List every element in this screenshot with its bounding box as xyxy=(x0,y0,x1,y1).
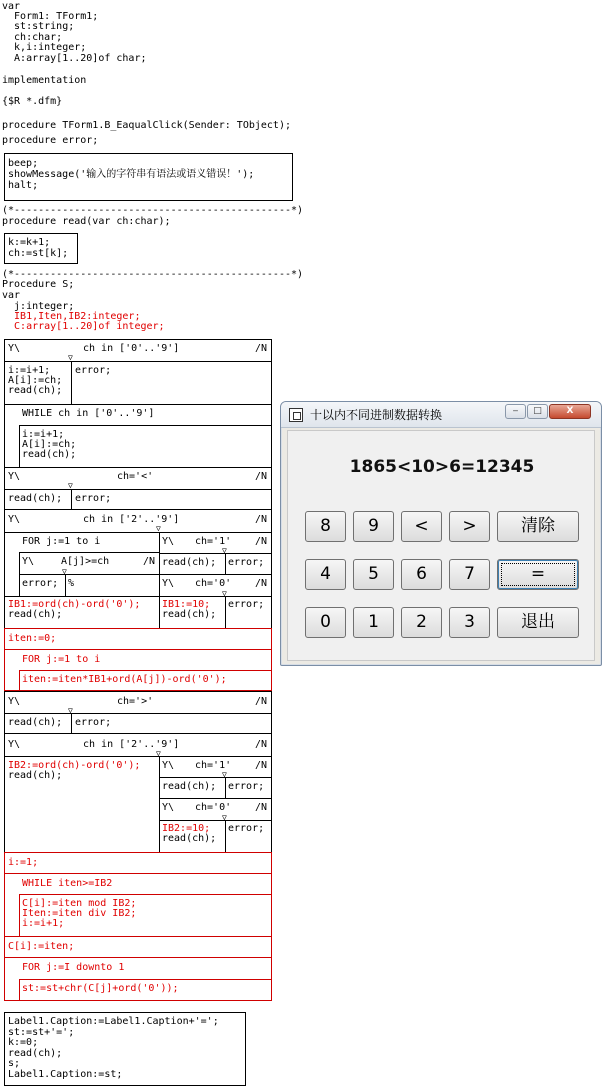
error-proc-box xyxy=(4,153,293,201)
ns-stmt: error; xyxy=(228,599,265,610)
code-proc-click: procedure TForm1.B_EaqualClick(Sender: TObject); xyxy=(2,120,291,131)
ns-divider xyxy=(71,713,72,733)
ns-if-base1 xyxy=(4,509,272,629)
ns-loop-head: FOR j:=I downto 1 xyxy=(22,962,125,973)
code-line: var xyxy=(2,1,21,12)
digit-6-button[interactable]: 6 xyxy=(401,559,442,590)
ns-divider xyxy=(19,894,20,936)
click-proc-box xyxy=(4,1012,246,1086)
ns-cond: ch='1' xyxy=(195,760,232,771)
ns-no: /N xyxy=(255,760,268,771)
ns-divider xyxy=(159,553,271,554)
ns-split-marker: ▽ xyxy=(62,567,67,576)
clear-button[interactable]: 清除 xyxy=(497,511,579,542)
ns-split-marker: ▽ xyxy=(222,546,227,555)
ns-yes: Y\ xyxy=(8,696,21,707)
code-proc-error: procedure error; xyxy=(2,135,99,146)
digit-8-button[interactable]: 8 xyxy=(305,511,346,542)
ns-stmt: read(ch); xyxy=(8,385,63,396)
ns-split-marker: ▽ xyxy=(222,770,227,779)
ns-stmt: error; xyxy=(75,493,112,504)
ns-cond: A[j]>=ch xyxy=(61,556,110,567)
code-resource: {$R *.dfm} xyxy=(2,96,63,107)
ns-divider xyxy=(159,532,160,628)
ns-stmt: error; xyxy=(75,717,112,728)
less-than-button[interactable]: < xyxy=(401,511,442,542)
ns-divider xyxy=(5,361,271,362)
digit-1-button[interactable]: 1 xyxy=(353,607,394,638)
ns-stmt: IB2:=ord(ch)-ord('0'); xyxy=(8,760,141,771)
ns-stmt: IB1:=ord(ch)-ord('0'); xyxy=(8,599,141,610)
code-implementation: implementation xyxy=(2,75,87,86)
ns-stmt: error; xyxy=(228,557,265,568)
ns-cond: ch='1' xyxy=(195,536,232,547)
ns-loop-head: FOR j:=1 to i xyxy=(22,654,101,665)
ns-stmt: C[i]:=iten mod IB2; xyxy=(22,898,137,909)
ns-divider xyxy=(19,894,271,895)
ns-divider xyxy=(225,777,226,798)
ns-stmt: read(ch); xyxy=(8,493,63,504)
ns-yes: Y\ xyxy=(162,536,175,547)
ns-cond: ch in ['2'..'9'] xyxy=(83,514,180,525)
ns-stmt: read(ch); xyxy=(162,781,217,792)
ns-loop-head: WHILE iten>=IB2 xyxy=(22,878,113,889)
ns-loop-head: WHILE ch in ['0'..'9'] xyxy=(22,408,155,419)
ns-divider xyxy=(19,574,159,575)
ns-i-init xyxy=(4,852,272,874)
ns-stmt: read(ch); xyxy=(8,770,63,781)
code-line: Form1: TForm1; xyxy=(2,11,99,22)
minimize-button[interactable]: ‒ xyxy=(505,404,526,419)
ns-yes: Y\ xyxy=(8,514,21,525)
equals-button[interactable]: = xyxy=(497,559,579,590)
ns-stmt: Iten:=iten div IB2; xyxy=(22,908,137,919)
ns-yes: Y\ xyxy=(162,760,175,771)
ns-divider xyxy=(65,574,66,596)
code-line: halt; xyxy=(8,180,39,191)
digit-5-button[interactable]: 5 xyxy=(353,559,394,590)
code-line: st:=st+'='; xyxy=(8,1027,75,1038)
ns-cond: ch in ['2'..'9'] xyxy=(83,739,180,750)
ns-divider xyxy=(19,979,20,1000)
ns-split-marker: ▽ xyxy=(222,589,227,598)
ns-divider xyxy=(159,798,271,799)
digit-0-button[interactable]: 0 xyxy=(305,607,346,638)
ns-divider xyxy=(225,820,226,852)
ns-divider xyxy=(19,670,20,690)
window-title: 十以内不同进制数据转换 xyxy=(310,408,443,422)
ns-divider xyxy=(19,425,271,426)
ns-split-marker: ▽ xyxy=(156,749,161,758)
digit-9-button[interactable]: 9 xyxy=(353,511,394,542)
code-separator: (*----------------------------------------------*) xyxy=(2,269,304,280)
ns-no: /N xyxy=(255,471,268,482)
ns-cond: ch='>' xyxy=(117,696,154,707)
ns-no: /N xyxy=(255,514,268,525)
ns-split-marker: ▽ xyxy=(68,706,73,715)
ns-divider xyxy=(5,532,271,533)
ns-cond: ch='0' xyxy=(195,578,232,589)
digit-4-button[interactable]: 4 xyxy=(305,559,346,590)
ns-split-marker: ▽ xyxy=(156,524,161,533)
digit-2-button[interactable]: 2 xyxy=(401,607,442,638)
ns-stmt: read(ch); xyxy=(162,609,217,620)
ns-divider xyxy=(159,574,271,575)
ns-yes: Y\ xyxy=(162,802,175,813)
ns-if-base2 xyxy=(4,733,272,853)
code-line: st:string; xyxy=(2,21,75,32)
ns-divider xyxy=(225,596,226,628)
ns-while-iten xyxy=(4,873,272,937)
ns-no: /N xyxy=(255,802,268,813)
ns-stmt: i:=i+1; xyxy=(22,918,65,929)
code-line: k:=k+1; xyxy=(8,237,51,248)
ns-if-lt xyxy=(4,467,272,510)
code-line: read(ch); xyxy=(8,1048,63,1059)
converter-window xyxy=(280,401,602,666)
ns-divider xyxy=(71,361,72,404)
code-line: Label1.Caption:=Label1.Caption+'='; xyxy=(8,1016,219,1027)
code-line: k:=0; xyxy=(8,1037,39,1048)
code-var-red: C:array[1..20]of integer; xyxy=(2,321,165,332)
ns-divider xyxy=(19,979,271,980)
ns-stmt: % xyxy=(68,578,75,589)
ns-if-digit xyxy=(4,339,272,405)
window-client xyxy=(287,430,595,661)
ns-split-marker: ▽ xyxy=(68,353,73,362)
code-line: s; xyxy=(8,1058,21,1069)
digit-3-button[interactable]: 3 xyxy=(449,607,490,638)
ns-stmt: error; xyxy=(22,578,59,589)
ns-no: /N xyxy=(255,739,268,750)
code-line: ch:=st[k]; xyxy=(8,248,69,259)
ns-divider xyxy=(159,777,271,778)
ns-divider xyxy=(19,425,20,467)
code-line: ch:char; xyxy=(2,32,63,43)
ns-divider xyxy=(19,670,271,671)
title-bar[interactable] xyxy=(281,402,601,428)
ns-stmt: iten:=0; xyxy=(8,633,57,644)
read-proc-box xyxy=(4,233,78,264)
code-line: Label1.Caption:=st; xyxy=(8,1069,123,1080)
ns-stmt: error; xyxy=(75,365,112,376)
digit-7-button[interactable]: 7 xyxy=(449,559,490,590)
ns-stmt: read(ch); xyxy=(162,557,217,568)
ns-cond: ch='<' xyxy=(117,471,154,482)
ns-stmt: read(ch); xyxy=(162,833,217,844)
app-icon[interactable] xyxy=(289,408,303,422)
exit-button[interactable]: 退出 xyxy=(497,607,579,638)
ns-stmt: i:=1; xyxy=(8,857,39,868)
ns-stmt: i:=i+1; xyxy=(22,429,65,440)
ns-divider xyxy=(225,553,226,574)
ns-if-gt xyxy=(4,691,272,734)
ns-split-marker: ▽ xyxy=(222,813,227,822)
ns-divider xyxy=(159,820,271,821)
ns-no: /N xyxy=(255,696,268,707)
ns-stmt: A[i]:=ch; xyxy=(22,439,77,450)
ns-divider xyxy=(5,756,271,757)
ns-stmt: error; xyxy=(228,781,265,792)
ns-stmt: IB1:=10; xyxy=(162,599,211,610)
ns-divider xyxy=(5,596,159,597)
ns-divider xyxy=(5,713,271,714)
ns-divider xyxy=(159,756,160,852)
code-line: showMessage('输入的字符串有语法或语义错误！'); xyxy=(8,169,255,180)
ns-cond: ch='0' xyxy=(195,802,232,813)
code-line: k,i:integer; xyxy=(2,42,87,53)
code-var-red: IB1,Iten,IB2:integer; xyxy=(2,311,141,322)
code-separator: (*----------------------------------------------*) xyxy=(2,205,304,216)
ns-yes: Y\ xyxy=(22,556,35,567)
ns-stmt: st:=st+chr(C[j]+ord('0')); xyxy=(22,983,179,994)
ns-while-digit xyxy=(4,404,272,468)
ns-stmt: read(ch); xyxy=(8,609,63,620)
ns-loop-head: FOR j:=1 to i xyxy=(22,536,101,547)
ns-divider xyxy=(5,489,271,490)
ns-stmt: read(ch); xyxy=(22,449,77,460)
ns-stmt: error; xyxy=(228,823,265,834)
ns-for-iten xyxy=(4,649,272,691)
ns-yes: Y\ xyxy=(8,343,21,354)
ns-cond: ch in ['0'..'9'] xyxy=(83,343,180,354)
greater-than-button[interactable]: > xyxy=(449,511,490,542)
ns-divider xyxy=(159,596,271,597)
ns-yes: Y\ xyxy=(8,471,21,482)
code-proc-read: procedure read(var ch:char); xyxy=(2,216,171,227)
maximize-button[interactable]: □ xyxy=(527,404,548,419)
ns-no: /N xyxy=(255,578,268,589)
result-label: 1865<10>6=12345 xyxy=(349,457,535,477)
code-var: var xyxy=(2,290,21,301)
code-var-j: j:integer; xyxy=(2,301,75,312)
code-line: A:array[1..20]of char; xyxy=(2,53,147,64)
ns-ci xyxy=(4,936,272,958)
ns-split-marker: ▽ xyxy=(68,481,73,490)
ns-yes: Y\ xyxy=(8,739,21,750)
ns-stmt: read(ch); xyxy=(8,717,63,728)
ns-no: /N xyxy=(255,536,268,547)
ns-yes: Y\ xyxy=(162,578,175,589)
ns-iten-init xyxy=(4,628,272,650)
ns-no: /N xyxy=(143,556,156,567)
code-proc-s: Procedure S; xyxy=(2,279,75,290)
ns-stmt: IB2:=10; xyxy=(162,823,211,834)
ns-divider xyxy=(71,489,72,509)
ns-stmt: iten:=iten*IB1+ord(A[j])-ord('0'); xyxy=(22,674,227,685)
ns-stmt: i:=i+1; xyxy=(8,365,51,376)
ns-stmt: A[i]:=ch; xyxy=(8,375,63,386)
code-line: beep; xyxy=(8,158,39,169)
ns-no: /N xyxy=(255,343,268,354)
close-button[interactable]: X xyxy=(549,404,591,419)
ns-divider xyxy=(19,552,159,553)
ns-for-down xyxy=(4,957,272,1001)
ns-stmt: C[i]:=iten; xyxy=(8,941,75,952)
